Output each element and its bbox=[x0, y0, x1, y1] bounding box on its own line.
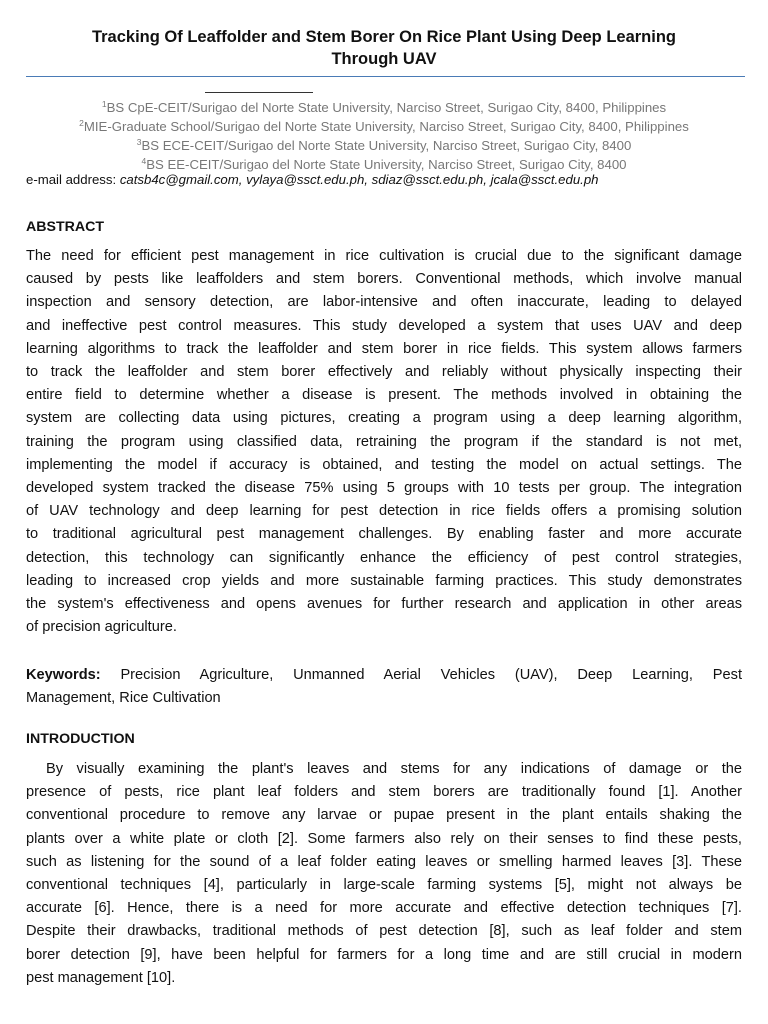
abstract-line: and ineffective pest control measures. This study developed a system that uses UAV and deep bbox=[26, 317, 742, 334]
introduction-line: conventional procedure to remove any larvae or pupae present in the plant entails shaking the bbox=[26, 807, 742, 824]
abstract-line: leading to increased crop yields and more sustainable farming practices. This study demonstrates bbox=[26, 572, 742, 589]
affiliation-3: $^3$BS ECE-CEIT/Surigao del Norte State University, Narciso Street, Surigao City, 8400 bbox=[136, 137, 632, 153]
abstract-line: entire field to determine whether a disease is present. The methods involved in obtaining the bbox=[26, 387, 742, 404]
introduction-heading: INTRODUCTION bbox=[26, 731, 135, 747]
paper-title bbox=[40, 26, 728, 70]
abstract-line: the system's effectiveness and opens avenues for further research and application in other areas bbox=[26, 596, 742, 613]
keywords-line-1: Keywords: Precision Agriculture, Unmanned Aerial Vehicles (UAV), Deep Learning, Pest bbox=[26, 667, 742, 683]
introduction-line: plants over a white plate or cloth [2]. Some farmers also rely on their senses to find these pests, bbox=[26, 830, 742, 847]
email-addresses: e-mail address: catsb4c@gmail.com, vylaya@ssct.edu.ph, sdiaz@ssct.edu.ph, jcala@ssct.edu.ph bbox=[26, 172, 599, 187]
title-line-1: Tracking Of Leaffolder and Stem Borer On Rice Plant Using Deep Learning bbox=[91, 28, 677, 46]
author-placeholder-rule bbox=[205, 92, 313, 93]
introduction-line: accurate [6]. Hence, there is a need for more accurate and effective detection techniques [7]. bbox=[26, 900, 742, 917]
introduction-line: conventional techniques [4], particularly in large-scale farming systems [5], might not always be bbox=[26, 877, 742, 894]
introduction-line: such as listening for the sound of a leaf folder eating leaves or smelling harmed leaves [3]. These bbox=[26, 853, 742, 870]
keywords-line-2: Management, Rice Cultivation bbox=[26, 690, 221, 707]
abstract-line: The need for efficient pest management in rice cultivation is crucial due to the significant damage bbox=[26, 248, 742, 264]
abstract-line: of precision agriculture. bbox=[26, 619, 177, 636]
abstract-heading: ABSTRACT bbox=[26, 219, 105, 235]
abstract-line: to track the leaffolder and stem borer effectively and reliably without physically inspecting their bbox=[26, 364, 742, 381]
keywords bbox=[26, 664, 742, 710]
abstract-line: inspection and sensory detection, are labor-intensive and often inaccurate, leading to delayed bbox=[26, 294, 742, 311]
introduction-body bbox=[26, 758, 742, 990]
abstract-line: developed system tracked the disease 75% using 5 groups with 10 tests per group. The integration bbox=[26, 480, 742, 497]
abstract-line: caused by pests like leaffolders and stem borers. Conventional methods, which involve manual bbox=[26, 271, 742, 288]
abstract-body bbox=[26, 245, 742, 639]
introduction-line: borer detection [9], have been helpful for farmers for a long time and are still crucial in modern bbox=[26, 946, 742, 963]
keywords-label: Keywords: bbox=[26, 667, 101, 683]
abstract-line: training the program using classified data, retraining the program if the standard is not met, bbox=[26, 433, 742, 450]
affiliation-1: $^1$BS CpE-CEIT/Surigao del Norte State University, Narciso Street, Surigao City, 8400, Philippines bbox=[101, 99, 667, 115]
title-divider bbox=[26, 76, 745, 77]
introduction-line: presence of pests, rice plant leaf folders and stem borers are traditionally found [1]. Another bbox=[26, 784, 742, 801]
abstract-line: of UAV technology and deep learning for pest detection in rice fields offers a promising solution bbox=[26, 503, 742, 520]
introduction-line: pest management [10]. bbox=[26, 969, 176, 986]
title-line-2: Through UAV bbox=[331, 50, 437, 68]
email-list: catsb4c@gmail.com, vylaya@ssct.edu.ph, sdiaz@ssct.edu.ph, jcala@ssct.edu.ph bbox=[119, 172, 599, 187]
abstract-line: detection, this technology can significantly enhance the efficiency of pest control strategies, bbox=[26, 549, 742, 566]
abstract-line: implementing the model if accuracy is obtained, and testing the model on actual settings. The bbox=[26, 456, 742, 473]
abstract-line: learning algorithms to track the leaffolder and stem borer in rice fields. This system allows farmers bbox=[26, 340, 742, 357]
abstract-line: system are collecting data using pictures, creating a program using a deep learning algorithm, bbox=[26, 410, 742, 427]
introduction-line: By visually examining the plant's leaves and stems for any indications of damage or the bbox=[46, 761, 742, 777]
abstract-line: to traditional agricultural pest management challenges. By enabling faster and more accurate bbox=[26, 526, 742, 543]
affiliation-4: $^4$BS EE-CEIT/Surigao del Norte State University, Narciso Street, Surigao City, 8400 bbox=[141, 156, 627, 172]
affiliation-2: $^2$MIE-Graduate School/Surigao del Norte State University, Narciso Street, Surigao City, 8400, Philippines bbox=[79, 118, 689, 134]
introduction-line: Despite their drawbacks, traditional methods of pest detection [8], such as leaf folder and stem bbox=[26, 923, 742, 940]
